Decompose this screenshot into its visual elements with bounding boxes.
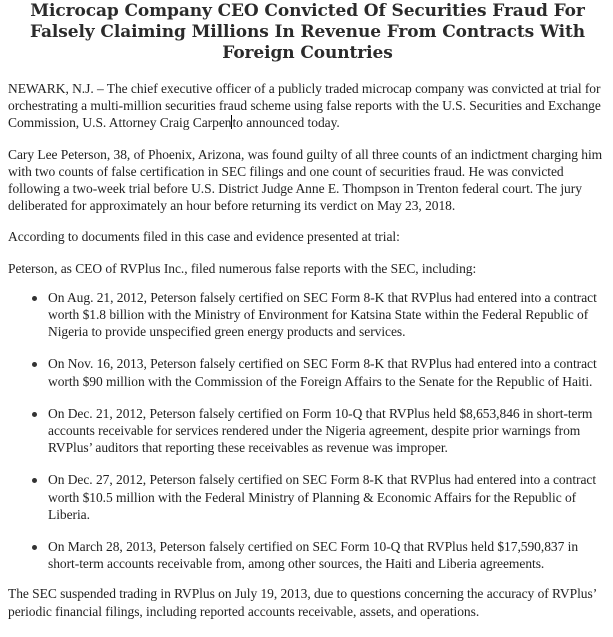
list-item (8, 405, 607, 457)
bullet-icon (32, 412, 37, 417)
closing-paragraph: The SEC suspended trading in RVPlus on July 19, 2013, due to questions concerning the accuracy of RVPlus’ periodic financial filings, including reported accounts receivable, assets, and operations. (8, 586, 597, 619)
list-item-text: On Dec. 27, 2012, Peterson falsely certified on SEC Form 8-K that RVPlus had entered into a contract worth $10.5 million with the Federal Ministry of Planning & Economic Affairs for the Republic of Liberia. (48, 472, 597, 522)
list-item-text: On Dec. 21, 2012, Peterson falsely certified on Form 10-Q that RVPlus held $8,653,846 in short-term accounts receivable for services rendered under the Nigeria agreement, despite prior warnings from RVPlus’ auditors that reporting these receivables as revenue was improper. (48, 405, 593, 456)
lead-text-end: to announced today. (232, 115, 340, 131)
bullet-icon (32, 545, 37, 550)
list-item-text: On Nov. 16, 2013, Peterson falsely certified on SEC Form 8-K that RVPlus had entered into a contract worth $90 million with the Commission of the Foreign Affairs to the Senate for the Republic of Haiti. (48, 356, 597, 389)
lead-paragraph (8, 80, 607, 132)
bullet-icon (32, 296, 37, 301)
bullet-icon (32, 362, 37, 367)
bullet-icon (32, 478, 37, 483)
article-headline: Microcap Company CEO Convicted Of Securities Fraud For Falsely Claiming Millions In Revenue From Contracts With Foreign Countries (29, 1, 586, 63)
list-item (8, 289, 607, 341)
list-item (8, 471, 607, 523)
list-item-text: On Aug. 21, 2012, Peterson falsely certified on SEC Form 8-K that RVPlus had entered into a contract worth $1.8 billion with the Ministry of Environment for Katsina State within the Federal Republic of Nigeria to provide unspecified green energy products and services. (48, 289, 597, 340)
lead-text-start: NEWARK, N.J. – The chief executive officer of a publicly traded microcap company was convicted at trial for orchestrating a multi-million securities fraud scheme using false reports with the U.S. Securities and Exchange Commission, U.S. Attorney Craig Carpen (8, 81, 601, 131)
paragraph-false-reports: Peterson, as CEO of RVPlus Inc., filed numerous false reports with the SEC, including: (8, 260, 477, 276)
list-item-text: On March 28, 2013, Peterson falsely certified on SEC Form 10-Q that RVPlus held $17,590,837 in short-term accounts receivable from, among other sources, the Haiti and Liberia agreements. (48, 539, 579, 572)
false-reports-list (8, 289, 607, 573)
paragraph-verdict: Cary Lee Peterson, 38, of Phoenix, Arizona, was found guilty of all three counts of an indictment charging him with two counts of false certification in SEC filings and one count of securities fraud. He was convicted following a two-week trial before U.S. District Judge Anne E. Thompson in Trenton federal court. The jury deliberated for approximately an hour before returning its verdict on May 23, 2018. (8, 146, 603, 214)
list-item (8, 538, 607, 572)
list-item (8, 355, 607, 389)
paragraph-documents: According to documents filed in this case and evidence presented at trial: (8, 229, 400, 245)
